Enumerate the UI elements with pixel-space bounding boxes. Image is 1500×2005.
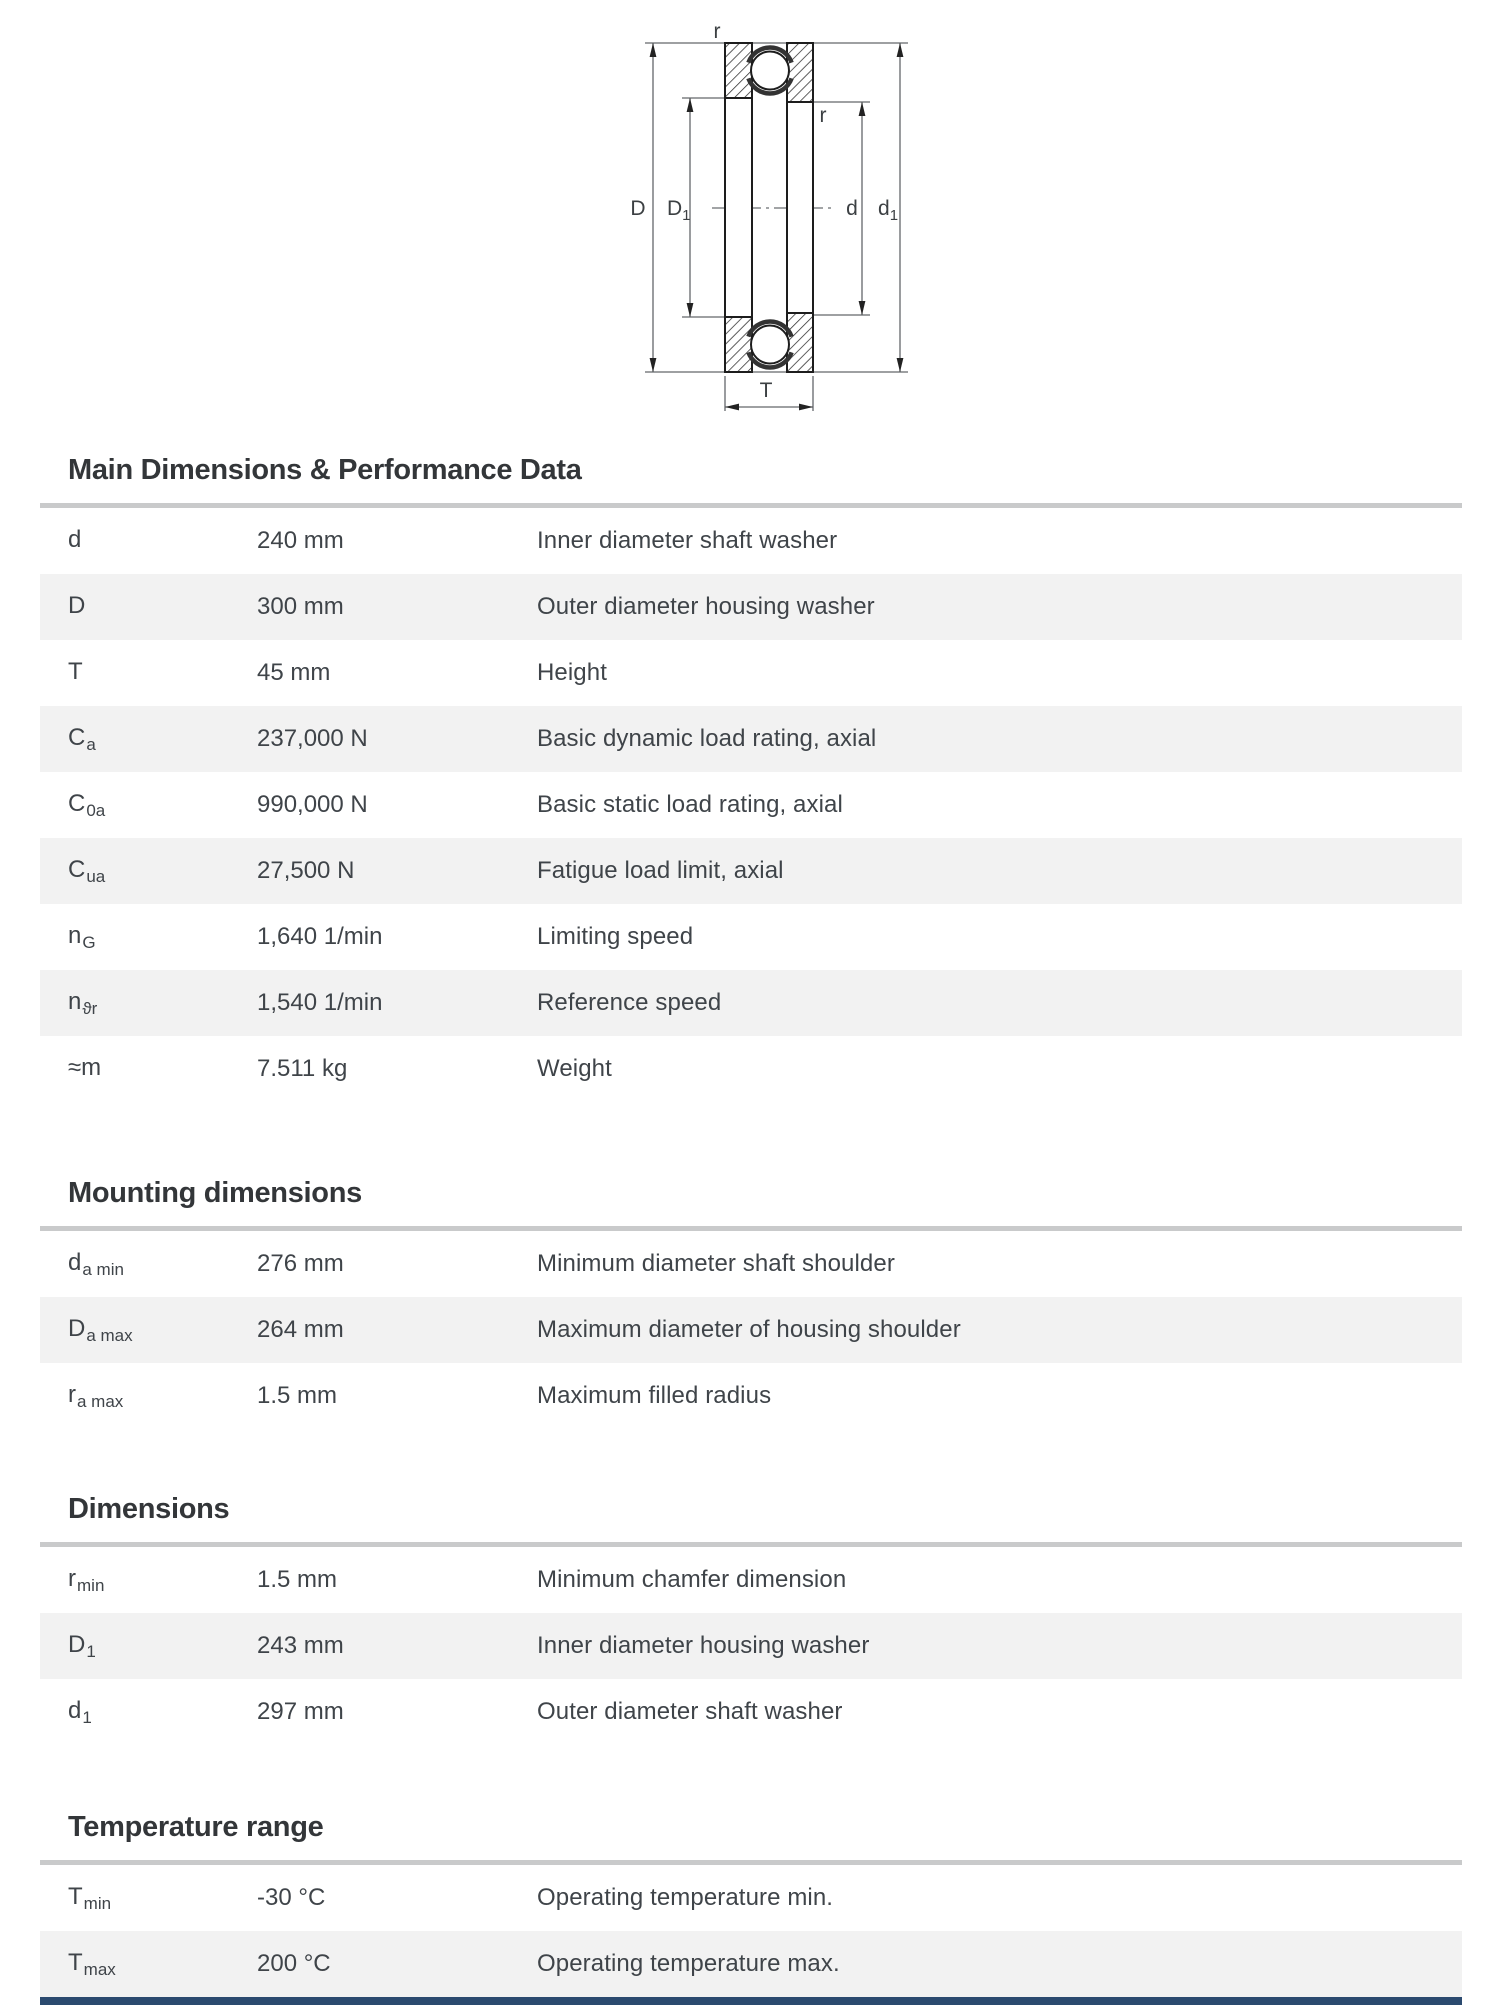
symbol-subscript: a min — [82, 1259, 124, 1279]
symbol-base: d — [68, 1248, 82, 1276]
value-cell: 1,540 1/min — [257, 989, 383, 1016]
table-row — [40, 1613, 1462, 1679]
symbol-cell — [68, 1565, 257, 1596]
value-cell: 264 mm — [257, 1316, 344, 1343]
spec-table — [40, 1226, 1462, 1429]
symbol-cell — [68, 1315, 257, 1346]
symbol-base: T — [68, 657, 83, 685]
symbol-base: n — [68, 987, 82, 1015]
description-cell: Reference speed — [537, 989, 722, 1016]
symbol-base: D — [68, 1314, 86, 1342]
table-row — [40, 1036, 1462, 1102]
value-cell: 1.5 mm — [257, 1566, 338, 1593]
description-cell: Basic dynamic load rating, axial — [537, 725, 877, 752]
symbol-cell — [68, 1883, 257, 1914]
description-cell: Fatigue load limit, axial — [537, 857, 784, 884]
section-heading: Main Dimensions & Performance Data — [68, 454, 582, 486]
symbol-base: d — [68, 525, 82, 553]
value-cell: 1.5 mm — [257, 1382, 338, 1409]
symbol-subscript: G — [82, 932, 96, 952]
section-heading: Mounting dimensions — [68, 1177, 362, 1209]
symbol-cell — [68, 1697, 257, 1728]
description-cell: Minimum chamfer dimension — [537, 1566, 847, 1593]
symbol-base: C — [68, 723, 86, 751]
symbol-base: ≈m — [68, 1053, 102, 1081]
description-cell: Outer diameter shaft washer — [537, 1698, 843, 1725]
table-row — [40, 508, 1462, 574]
symbol-cell — [68, 988, 257, 1019]
symbol-base: d — [68, 1696, 82, 1724]
symbol-base: T — [68, 1948, 83, 1976]
value-cell: 990,000 N — [257, 791, 368, 818]
value-cell: 200 °C — [257, 1950, 331, 1977]
value-cell: 297 mm — [257, 1698, 344, 1725]
table-row — [40, 1231, 1462, 1297]
section-heading: Dimensions — [68, 1493, 230, 1525]
value-cell: 1,640 1/min — [257, 923, 383, 950]
description-cell: Height — [537, 659, 607, 686]
symbol-subscript: max — [83, 1959, 116, 1979]
table-row — [40, 1931, 1462, 1997]
description-cell: Inner diameter shaft washer — [537, 527, 838, 554]
value-cell: 27,500 N — [257, 857, 355, 884]
symbol-subscript: 0a — [86, 800, 106, 820]
spec-section — [40, 1812, 1462, 1997]
table-row — [40, 904, 1462, 970]
table-row — [40, 970, 1462, 1036]
symbol-cell — [68, 658, 257, 689]
symbol-base: C — [68, 789, 86, 817]
table-row — [40, 1679, 1462, 1745]
table-row — [40, 1547, 1462, 1613]
symbol-cell — [68, 1381, 257, 1412]
description-cell: Operating temperature max. — [537, 1950, 840, 1977]
value-cell: 45 mm — [257, 659, 331, 686]
symbol-cell — [68, 856, 257, 887]
value-cell: 240 mm — [257, 527, 344, 554]
description-cell: Maximum filled radius — [537, 1382, 772, 1409]
section-heading: Temperature range — [68, 1811, 324, 1843]
spec-section — [40, 1494, 1462, 1745]
symbol-cell — [68, 1054, 257, 1085]
symbol-cell — [68, 1949, 257, 1980]
symbol-subscript: ua — [86, 866, 106, 886]
symbol-cell — [68, 790, 257, 821]
description-cell: Limiting speed — [537, 923, 694, 950]
symbol-base: C — [68, 855, 86, 883]
symbol-subscript: 1 — [86, 1641, 96, 1661]
symbol-subscript: a — [86, 734, 96, 754]
bearing-cross-section-drawing — [490, 5, 910, 415]
dim-label-r-inner: r — [819, 104, 827, 127]
value-cell: -30 °C — [257, 1884, 326, 1911]
value-cell: 243 mm — [257, 1632, 344, 1659]
symbol-base: r — [68, 1564, 76, 1592]
symbol-base: D — [68, 591, 86, 619]
spec-table — [40, 1860, 1462, 1997]
table-row — [40, 1363, 1462, 1429]
bearing-drawing-svg — [490, 5, 910, 415]
table-row — [40, 1865, 1462, 1931]
symbol-subscript: 1 — [82, 1707, 92, 1727]
table-row — [40, 772, 1462, 838]
description-cell: Weight — [537, 1055, 612, 1082]
symbol-subscript: a max — [77, 1391, 124, 1411]
dim-label-r-top: r — [713, 20, 721, 43]
spec-section — [40, 455, 1462, 1102]
table-row — [40, 574, 1462, 640]
symbol-cell — [68, 1631, 257, 1662]
symbol-subscript: min — [77, 1575, 105, 1595]
symbol-base: n — [68, 921, 82, 949]
symbol-subscript: ϑr — [82, 998, 98, 1018]
dim-label-D: D — [630, 197, 646, 220]
description-cell: Operating temperature min. — [537, 1884, 834, 1911]
value-cell: 7.511 kg — [257, 1055, 348, 1082]
symbol-subscript: min — [83, 1893, 112, 1913]
dim-label-D1: $D_1$ — [667, 197, 691, 224]
symbol-cell — [68, 592, 257, 623]
symbol-subscript: a max — [86, 1325, 133, 1345]
spec-table — [40, 503, 1462, 1102]
value-cell: 300 mm — [257, 593, 344, 620]
symbol-cell — [68, 724, 257, 755]
description-cell: Basic static load rating, axial — [537, 791, 843, 818]
table-row — [40, 838, 1462, 904]
description-cell: Maximum diameter of housing shoulder — [537, 1316, 961, 1343]
dim-label-T: T — [759, 379, 773, 402]
symbol-cell — [68, 526, 257, 557]
spec-section — [40, 1178, 1462, 1429]
description-cell: Inner diameter housing washer — [537, 1632, 870, 1659]
table-row — [40, 1297, 1462, 1363]
symbol-base: D — [68, 1630, 86, 1658]
spec-table — [40, 1542, 1462, 1745]
description-cell: Outer diameter housing washer — [537, 593, 875, 620]
description-cell: Minimum diameter shaft shoulder — [537, 1250, 895, 1277]
symbol-cell — [68, 1249, 257, 1280]
table-row — [40, 640, 1462, 706]
value-cell: 276 mm — [257, 1250, 344, 1277]
symbol-base: T — [68, 1882, 83, 1910]
symbol-base: r — [68, 1380, 76, 1408]
symbol-cell — [68, 922, 257, 953]
dim-label-d1: $d_1$ — [878, 197, 899, 224]
next-section-edge — [40, 1997, 1462, 2005]
dim-label-d: d — [846, 197, 858, 220]
value-cell: 237,000 N — [257, 725, 368, 752]
table-row — [40, 706, 1462, 772]
